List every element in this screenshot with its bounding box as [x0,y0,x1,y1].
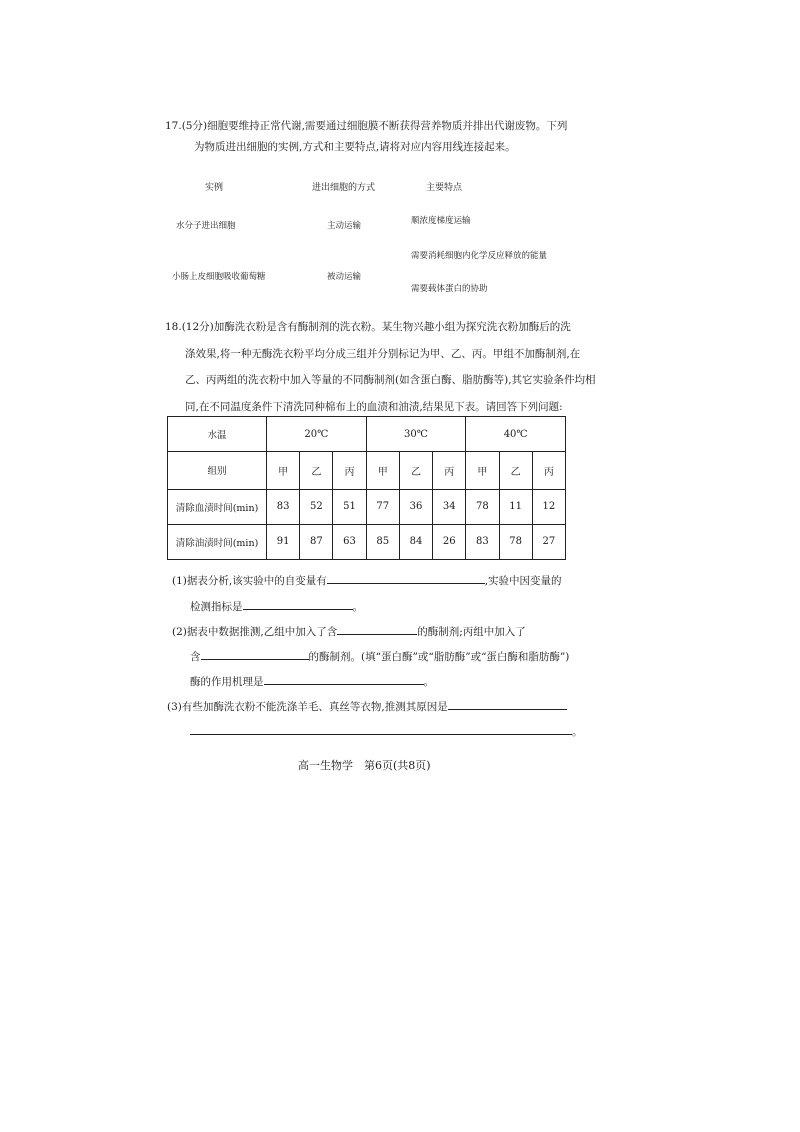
table-row-temperature [168,417,566,452]
table-cell-group: 甲 [267,452,300,490]
table-cell-water-temp-label: 水温 [168,417,267,452]
table-cell-temp-40: 40℃ [466,417,566,452]
table-cell-group-label: 组别 [168,452,267,490]
table-cell-group: 乙 [300,452,333,490]
sub1-text-a: (1)据表分析,该实验中的自变量有 [172,575,327,587]
q18-line-3: 乙、丙两组的洗衣粉中加入等量的不同酶制剂(如含蛋白酶、脂肪酶等),其它实验条件均相 [185,374,596,386]
table-cell-value: 27 [532,524,565,559]
answer-blank-2a[interactable] [337,622,417,635]
q17-method-2: 被动运输 [327,272,362,282]
table-cell-value: 52 [300,489,333,524]
table-cell-value: 83 [267,489,300,524]
answer-blank-1a[interactable] [327,571,485,584]
q17-feature-2: 需要消耗细胞内化学反应释放的能量 [411,251,548,261]
sub-question-1-line-1 [172,571,562,588]
table-cell-value: 51 [333,489,366,524]
q17-example-1: 水分子进出细胞 [176,221,236,231]
q18-line-4: 同,在不同温度条件下清洗同种棉布上的血渍和油渍,结果见下表。请回答下列问题: [185,400,563,413]
table-cell-blood-label: 清除血渍时间(min) [168,489,267,524]
sub1-text-d: 。 [352,601,363,613]
sub-question-2-line-3 [190,672,434,689]
table-cell-value: 83 [466,524,499,559]
sub2-text-d: 的酶制剂。(填“蛋白酶”或“脂肪酶”或“蛋白酶和脂肪酶”) [308,651,570,663]
q17-header-feature: 主要特点 [426,183,463,193]
answer-blank-2c[interactable] [264,672,424,685]
q17-header-example: 实例 [205,183,224,193]
answer-blank-1b[interactable] [243,597,353,610]
table-cell-value: 78 [499,524,532,559]
q17-feature-3: 需要载体蛋白的协助 [411,284,488,294]
sub-question-1-line-2 [190,597,363,614]
table-cell-value: 36 [399,489,432,524]
answer-blank-3b[interactable] [190,722,572,735]
results-table [167,416,566,560]
table-row-blood-stain [168,489,566,524]
table-cell-group: 乙 [399,452,432,490]
q17-header-method: 进出细胞的方式 [312,183,376,193]
table-cell-group: 丙 [532,452,565,490]
table-cell-value: 85 [366,524,399,559]
sub-question-3-line-1 [167,697,567,714]
table-cell-temp-20: 20℃ [267,417,367,452]
answer-blank-3a[interactable] [448,697,567,710]
table-row-oil-stain [168,524,566,559]
q18-line-2: 涤效果,将一种无酶洗衣粉平均分成三组并分别标记为甲、乙、丙。甲组不加酶制剂,在 [185,347,581,360]
answer-blank-2b[interactable] [201,647,309,660]
table-cell-group: 丙 [333,452,366,490]
q17-feature-1: 顺浓度梯度运输 [411,216,471,226]
sub2-text-b: 的酶制剂;丙组中加入了 [417,626,526,638]
sub2-text-f: 。 [423,676,434,688]
sub-question-3-line-2 [190,722,583,739]
sub3-text-b: 。 [572,726,583,738]
table-cell-value: 26 [433,524,466,559]
page-footer: 高一生物学 第6页(共8页) [298,759,431,772]
q17-line-2: 为物质进出细胞的实例,方式和主要特点,请将对应内容用线连接起来。 [194,141,516,153]
table-cell-value: 77 [366,489,399,524]
sub-question-2-line-2 [190,647,569,664]
sub2-text-e: 酶的作用机理是 [190,676,264,688]
table-cell-group: 甲 [466,452,499,490]
table-cell-value: 11 [499,489,532,524]
question-17-stem [165,116,595,158]
table-cell-group: 甲 [366,452,399,490]
table-cell-oil-label: 清除油渍时间(min) [168,524,267,559]
q17-method-1: 主动运输 [327,221,362,231]
table-cell-value: 84 [399,524,432,559]
q18-line-1: 18.(12分)加酶洗衣粉是含有酶制剂的洗衣粉。某生物兴趣小组为探究洗衣粉加酶后的洗 [165,321,571,333]
table-cell-value: 34 [433,489,466,524]
q17-example-2: 小肠上皮细胞吸收葡萄糖 [172,272,266,282]
table-cell-value: 12 [532,489,565,524]
sub2-text-c: 含 [190,651,201,663]
table-row-groups [168,452,566,490]
table-cell-group: 乙 [499,452,532,490]
sub1-text-c: 检测指标是 [190,601,243,613]
question-18-stem [165,314,596,420]
sub3-text-a: (3)有些加酶洗衣粉不能洗涤羊毛、真丝等衣物,推测其原因是 [167,701,448,713]
table-cell-group: 丙 [433,452,466,490]
table-cell-temp-30: 30℃ [366,417,466,452]
table-cell-value: 87 [300,524,333,559]
q17-line-1: 17.(5分)细胞要维持正常代谢,需要通过细胞膜不断获得营养物质并排出代谢废物。下列 [165,120,568,132]
table-cell-value: 63 [333,524,366,559]
table-cell-value: 91 [267,524,300,559]
sub-question-2-line-1 [172,622,526,639]
sub2-text-a: (2)据表中数据推测,乙组中加入了含 [172,626,338,638]
sub1-text-b: ,实验中因变量的 [484,575,562,587]
table-cell-value: 78 [466,489,499,524]
